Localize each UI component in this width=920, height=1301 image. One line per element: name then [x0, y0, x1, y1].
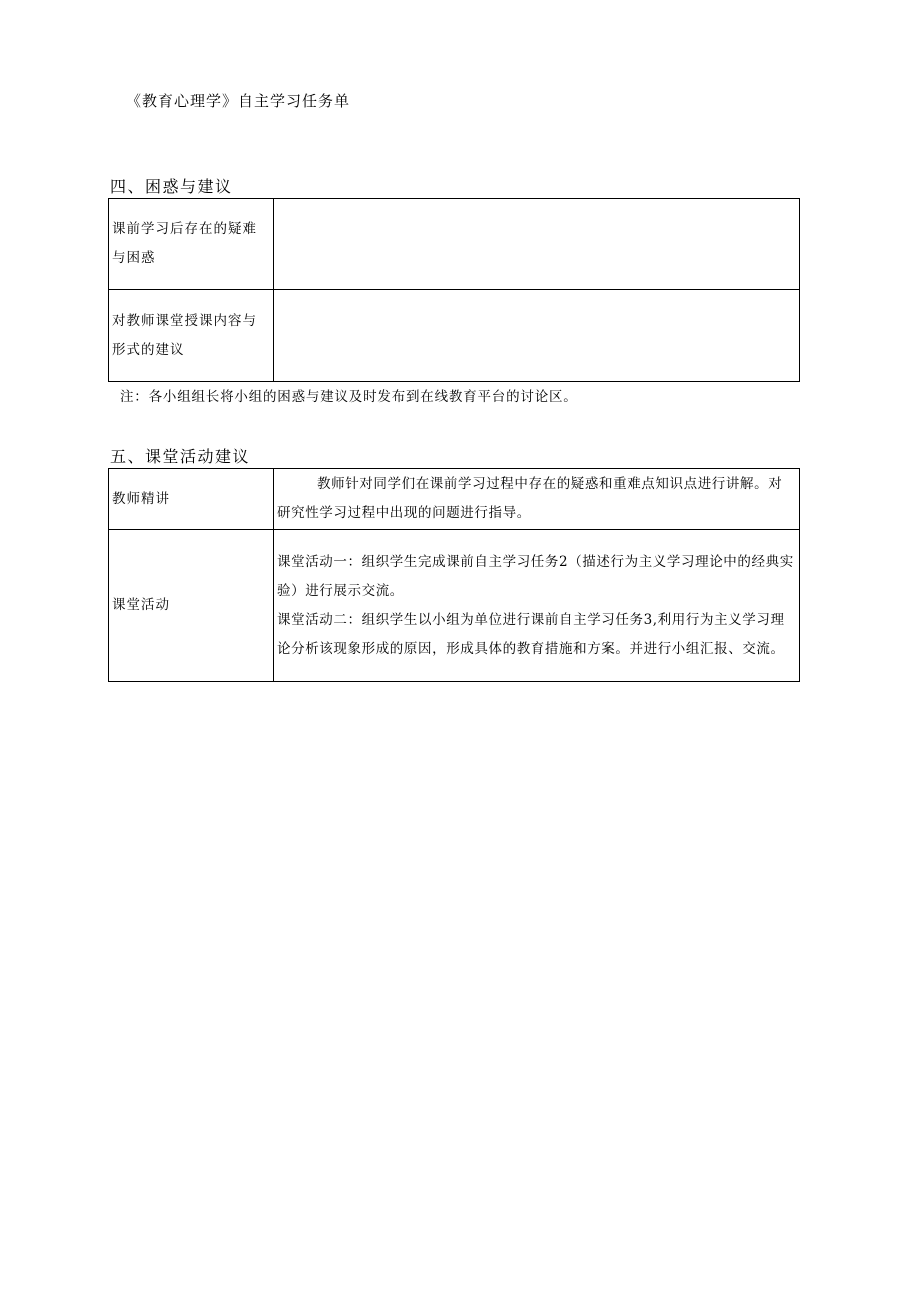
table-row — [109, 469, 800, 530]
row-content-classroom-activity — [274, 530, 800, 682]
classroom-activities-table — [108, 468, 800, 682]
row-label-suggestions: 对教师课堂授课内容与形式的建议 — [109, 290, 274, 382]
section-note: 注：各小组组长将小组的困惑与建议及时发布到在线教育平台的讨论区。 — [120, 389, 578, 405]
table-row — [109, 290, 800, 382]
confusion-suggestions-table — [108, 198, 800, 382]
row-label-classroom-activity: 课堂活动 — [109, 530, 274, 682]
row-content-difficulties[interactable] — [274, 199, 800, 290]
section-heading-classroom-activities: 五、课堂活动建议 — [110, 447, 251, 466]
row-content-teacher-lecture — [274, 469, 800, 530]
row-content-suggestions[interactable] — [274, 290, 800, 382]
activity-one-paragraph: 课堂活动一：组织学生完成课前自主学习任务2（描述行为主义学习理论中的经典实验）进行展示交流。 — [277, 553, 794, 599]
table-row — [109, 530, 800, 682]
document-header-title: 《教育心理学》自主学习任务单 — [126, 92, 351, 110]
row-label-teacher-lecture: 教师精讲 — [109, 469, 274, 530]
table-row — [109, 199, 800, 290]
section-heading-confusion-suggestions: 四、困惑与建议 — [110, 177, 233, 196]
activity-two-paragraph: 课堂活动二：组织学生以小组为单位进行课前自主学习任务3,利用行为主义学习理论分析该现象形成的原因，形成具体的教育措施和方案。并进行小组汇报、交流。 — [277, 611, 785, 657]
lecture-paragraph: 教师针对同学们在课前学习过程中存在的疑惑和重难点知识点进行讲解。对研究性学习过程中出现的问题进行指导。 — [277, 476, 783, 521]
row-label-difficulties: 课前学习后存在的疑难与困惑 — [109, 199, 274, 290]
